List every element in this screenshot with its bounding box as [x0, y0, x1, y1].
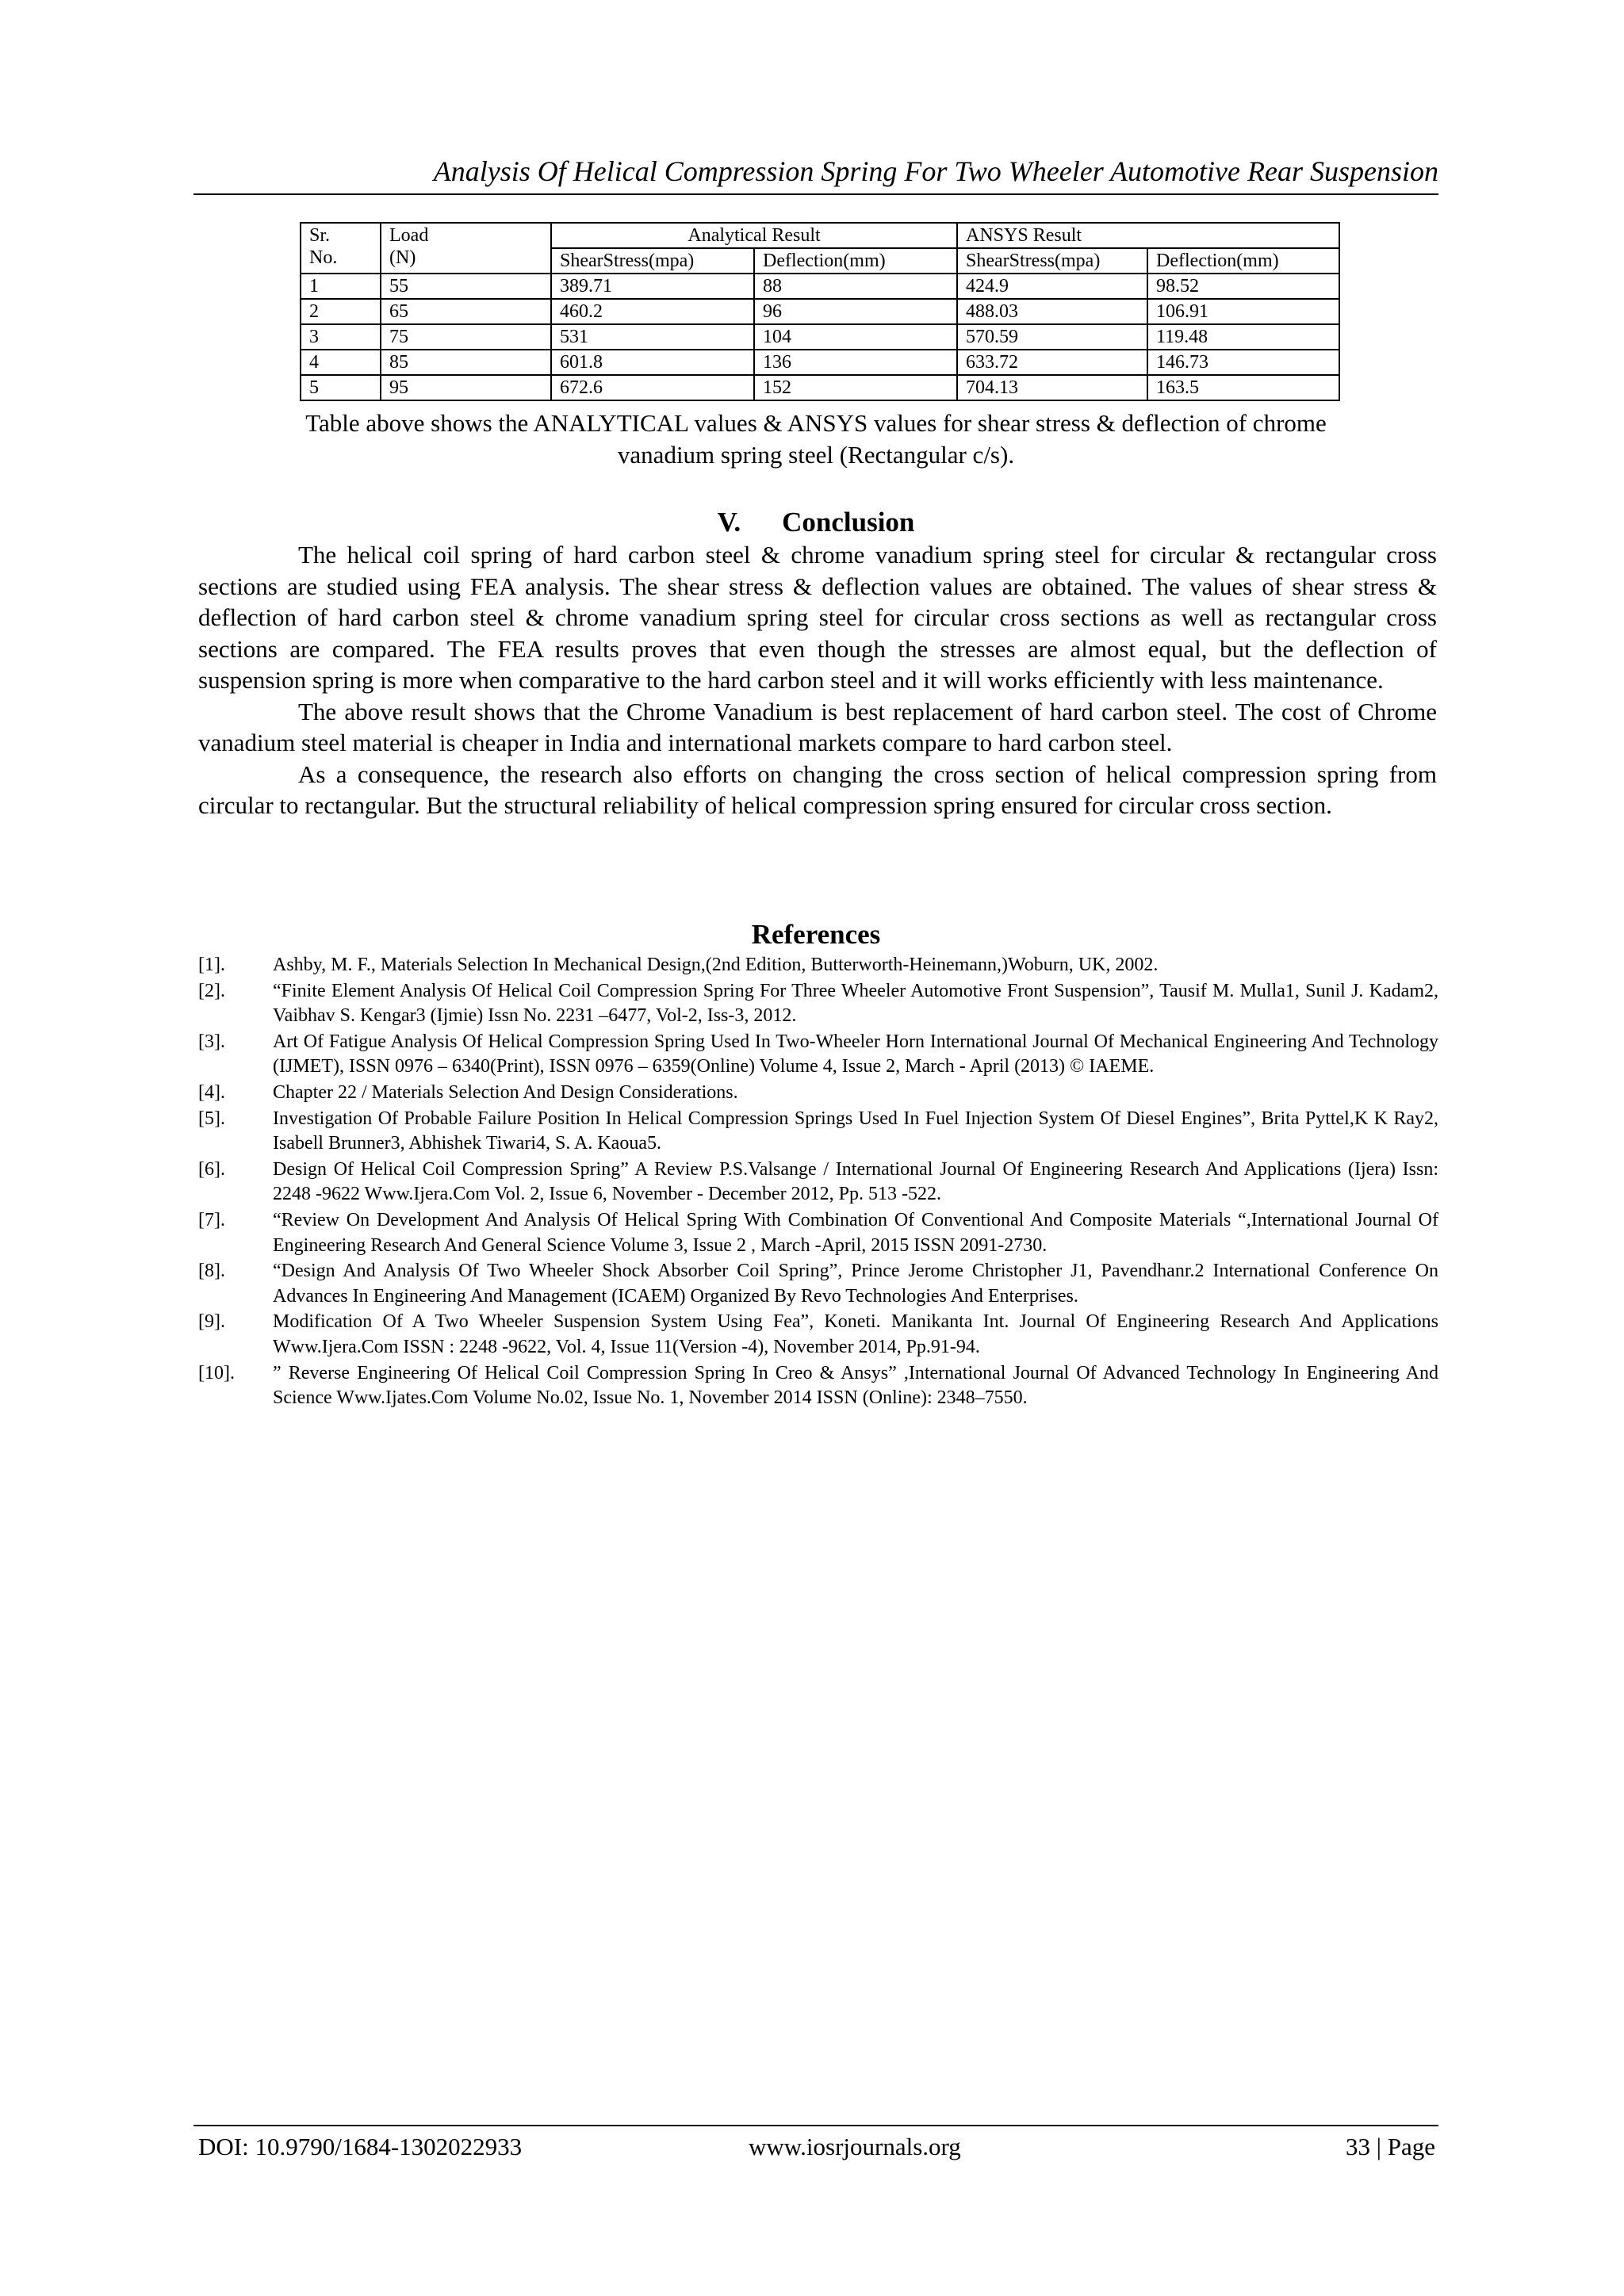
table-row	[301, 299, 1339, 324]
table-cell: 460.2	[551, 299, 754, 324]
table-cell: 531	[551, 324, 754, 350]
ansys-group-header: ANSYS Result	[957, 223, 1339, 248]
reference-number: [6].	[198, 1158, 225, 1180]
table-cell: 633.72	[957, 350, 1147, 375]
table-cell: 488.03	[957, 299, 1147, 324]
reference-text: “Design And Analysis Of Two Wheeler Shock Absorber Coil Spring”, Prince Jerome Christopher J1, Pavendhanr.2 International Conference On Advances In Engineering And Management (ICAEM) Organized By Revo Technologies And Enterprises.	[273, 1261, 1438, 1307]
footer-page-number: 33 | Page	[1346, 2133, 1435, 2160]
caption-line: vanadium spring steel (Rectangular c/s).	[617, 441, 1015, 469]
table-cell: 2	[301, 299, 381, 324]
reference-item	[198, 1310, 1438, 1360]
reference-text: Ashby, M. F., Materials Selection In Mechanical Design,(2nd Edition, Butterworth-Heinemann,)Woburn, UK, 2002.	[273, 955, 1159, 975]
table-cell: 75	[381, 324, 551, 350]
running-header: Analysis Of Helical Compression Spring For Two Wheeler Automotive Rear Suspension	[433, 155, 1438, 187]
table-row	[301, 324, 1339, 350]
table-cell: 3	[301, 324, 381, 350]
table-cell: 136	[754, 350, 957, 375]
reference-item	[198, 979, 1438, 1029]
table-cell: 104	[754, 324, 957, 350]
table-row	[301, 375, 1339, 400]
references-list	[198, 953, 1438, 1412]
table-cell: 119.48	[1147, 324, 1339, 350]
reference-item	[198, 1030, 1438, 1080]
reference-number: [10].	[198, 1362, 235, 1383]
table-header-row	[301, 223, 1339, 248]
sr-no-header	[301, 223, 381, 274]
table-cell: 5	[301, 375, 381, 400]
analytical-group-header: Analytical Result	[551, 223, 957, 248]
reference-item	[198, 1259, 1438, 1309]
reference-item	[198, 1208, 1438, 1258]
reference-text: Art Of Fatigue Analysis Of Helical Compression Spring Used In Two-Wheeler Horn International Journal Of Mechanical Engineering And Technology (IJMET), ISSN 0976 – 6340(Print), ISSN 0976 – 6359(Online) Volume 4, Issue 2, March - April (2013) © IAEME.	[273, 1031, 1438, 1077]
table-cell: 424.9	[957, 274, 1147, 299]
table-cell: 96	[754, 299, 957, 324]
reference-item	[198, 1081, 1438, 1106]
reference-number: [7].	[198, 1209, 225, 1230]
footer-rule	[193, 2125, 1438, 2126]
table-cell: 88	[754, 274, 957, 299]
reference-number: [4].	[198, 1081, 225, 1103]
table-cell: 98.52	[1147, 274, 1339, 299]
references-heading: References	[751, 919, 881, 950]
load-header	[381, 223, 551, 274]
reference-item	[198, 953, 1438, 978]
reference-number: [9].	[198, 1311, 225, 1333]
header-rule	[193, 193, 1438, 195]
table-cell: 152	[754, 375, 957, 400]
table-cell: 672.6	[551, 375, 754, 400]
sr-header-bottom: No.	[309, 247, 338, 268]
reference-item	[198, 1158, 1438, 1207]
footer-website: www.iosrjournals.org	[749, 2133, 961, 2160]
subheader-cell: Deflection(mm)	[754, 248, 957, 274]
reference-number: [8].	[198, 1261, 225, 1282]
conclusion-body	[198, 539, 1437, 821]
reference-text: ” Reverse Engineering Of Helical Coil Compression Spring In Creo & Ansys” ,International Journal Of Advanced Technology In Engineering And Science Www.Ijates.Com Volume No.02, Issue No. 1, November 2014 ISSN (Online): 2348–7550.	[273, 1362, 1438, 1409]
section-number: V.	[717, 507, 741, 538]
reference-text: Chapter 22 / Materials Selection And Design Considerations.	[273, 1081, 738, 1103]
table-row	[301, 274, 1339, 299]
table-cell: 704.13	[957, 375, 1147, 400]
reference-text: “Review On Development And Analysis Of Helical Spring With Combination Of Conventional And Composite Materials “,International Journal Of Engineering Research And General Science Volume 3, Issue 2 , March -April, 2015 ISSN 2091-2730.	[273, 1209, 1438, 1256]
table-cell: 389.71	[551, 274, 754, 299]
paragraph: The helical coil spring of hard carbon steel & chrome vanadium spring steel for circular & rectangular cross sections are studied using FEA analysis. The shear stress & deflection values are obtained. The values of shear stress & deflection of hard carbon steel & chrome vanadium spring steel for circular cross sections as well as rectangular cross sections are compared. The FEA results proves that even though the stresses are almost equal, but the deflection of suspension spring is more when comparative to the hard carbon steel and it will works efficiently with less maintenance.	[198, 541, 1437, 694]
reference-text: Modification Of A Two Wheeler Suspension System Using Fea”, Koneti. Manikanta Int. Journal Of Engineering Research And Applications Www.Ijera.Com ISSN : 2248 -9622, Vol. 4, Issue 11(Version -4), November 2014, Pp.91-94.	[273, 1311, 1438, 1357]
table-cell: 85	[381, 350, 551, 375]
reference-item	[198, 1361, 1438, 1411]
table-cell: 65	[381, 299, 551, 324]
footer-doi: DOI: 10.9790/1684-1302022933	[198, 2133, 523, 2160]
reference-text: Investigation Of Probable Failure Position In Helical Compression Springs Used In Fuel Injection System Of Diesel Engines”, Brita Pyttel,K K Ray2, Isabell Brunner3, Abhishek Tiwari4, S. A. Kaoua5.	[273, 1108, 1438, 1154]
table-cell: 146.73	[1147, 350, 1339, 375]
table-cell: 1	[301, 274, 381, 299]
subheader-cell: ShearStress(mpa)	[957, 248, 1147, 274]
table-cell: 55	[381, 274, 551, 299]
subheader-cell: ShearStress(mpa)	[551, 248, 754, 274]
table-cell: 601.8	[551, 350, 754, 375]
table-cell: 4	[301, 350, 381, 375]
section-title-text: Conclusion	[782, 507, 915, 538]
table-cell: 95	[381, 375, 551, 400]
table-row	[301, 350, 1339, 375]
results-table	[300, 222, 1340, 401]
reference-number: [3].	[198, 1031, 225, 1052]
reference-item	[198, 1107, 1438, 1157]
sr-header-top: Sr.	[309, 225, 331, 246]
table-cell: 570.59	[957, 324, 1147, 350]
reference-number: [2].	[198, 980, 225, 1001]
paragraph: The above result shows that the Chrome Vanadium is best replacement of hard carbon steel. The cost of Chrome vanadium steel material is cheaper in India and international markets compare to hard carbon steel.	[198, 697, 1437, 756]
load-header-top: Load	[389, 225, 429, 246]
paragraph: As a consequence, the research also efforts on changing the cross section of helical compression spring from circular to rectangular. But the structural reliability of helical compression spring ensured for circular cross section.	[198, 760, 1437, 819]
table-cell: 106.91	[1147, 299, 1339, 324]
reference-number: [5].	[198, 1108, 225, 1129]
table-cell: 163.5	[1147, 375, 1339, 400]
reference-number: [1].	[198, 955, 225, 975]
conclusion-heading	[193, 504, 1438, 541]
caption-line: Table above shows the ANALYTICAL values & ANSYS values for shear stress & deflection of chrome	[305, 409, 1327, 437]
load-header-bottom: (N)	[389, 247, 416, 268]
table-caption	[193, 408, 1438, 471]
reference-text: “Finite Element Analysis Of Helical Coil Compression Spring For Three Wheeler Automotive Front Suspension”, Tausif M. Mulla1, Sunil J. Kadam2, Vaibhav S. Kengar3 (Ijmie) Issn No. 2231 –6477, Vol-2, Iss-3, 2012.	[273, 980, 1438, 1027]
reference-text: Design Of Helical Coil Compression Spring” A Review P.S.Valsange / International Journal Of Engineering Research And Applications (Ijera) Issn: 2248 -9622 Www.Ijera.Com Vol. 2, Issue 6, November - December 2012, Pp. 513 -522.	[273, 1158, 1438, 1205]
subheader-cell: Deflection(mm)	[1147, 248, 1339, 274]
